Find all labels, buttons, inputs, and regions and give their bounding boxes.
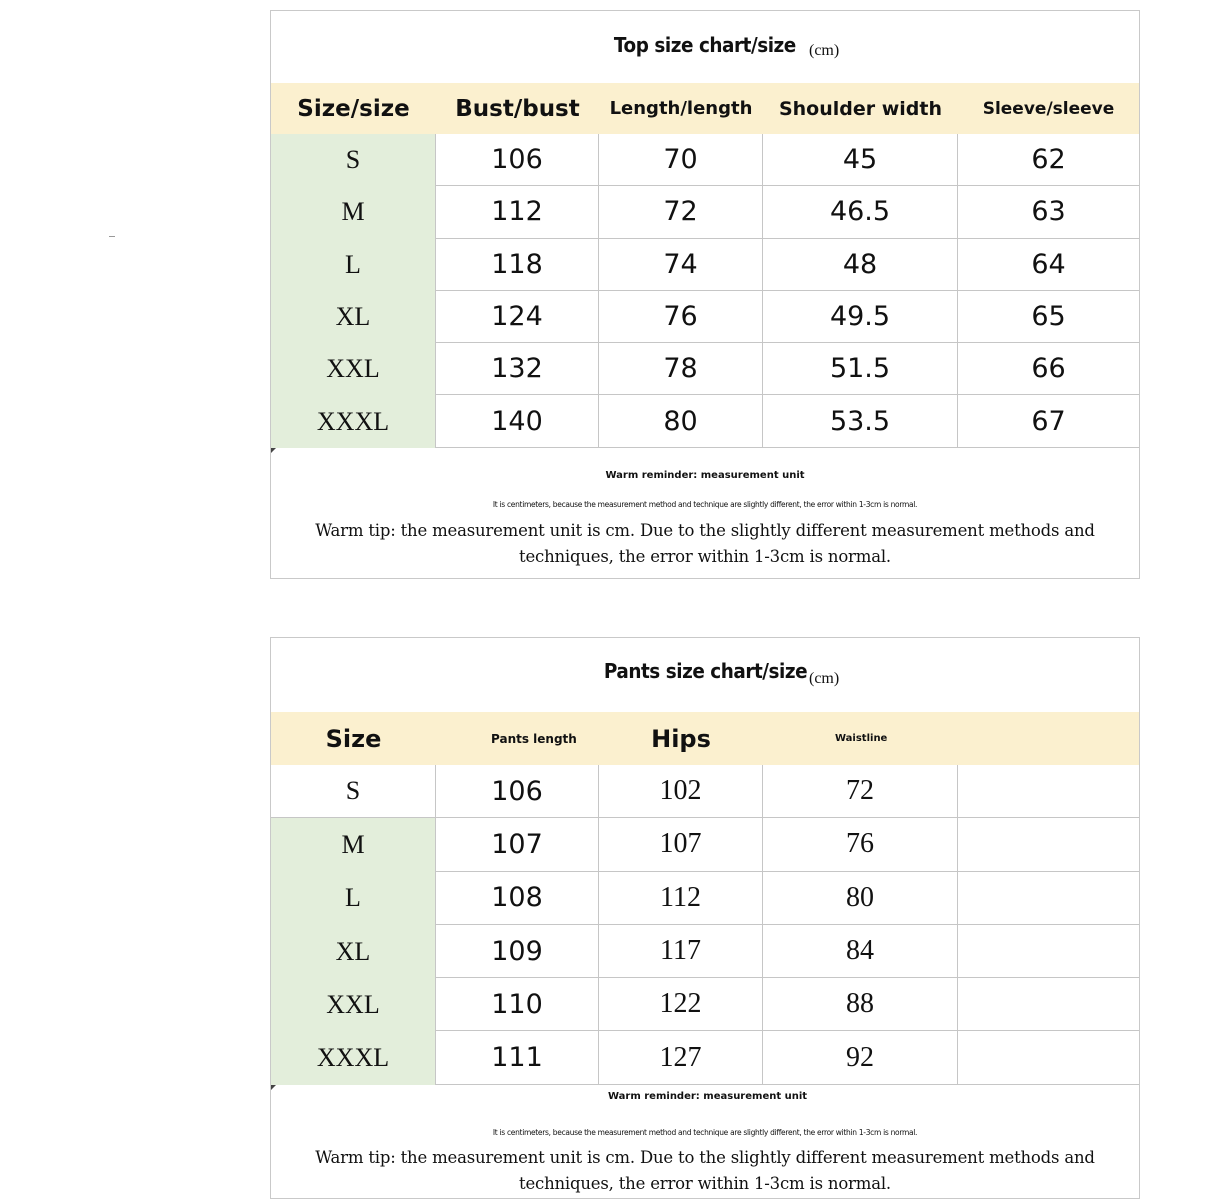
size-cell: XL <box>271 291 436 343</box>
size-cell: M <box>271 818 436 871</box>
bust-cell: 112 <box>436 186 599 238</box>
length-cell: 72 <box>599 186 763 238</box>
top-chart-header-row <box>271 83 1139 134</box>
header-size: Size/size <box>297 95 410 122</box>
corner-mark <box>271 1085 276 1090</box>
table-row <box>271 134 1139 186</box>
waistline-cell: 84 <box>763 925 958 978</box>
shoulder-cell: 45 <box>763 134 958 186</box>
pants-size-chart <box>270 637 1140 1199</box>
table-row <box>271 239 1139 291</box>
sleeve-cell: 67 <box>958 395 1139 447</box>
hips-cell: 127 <box>599 1031 763 1084</box>
pants-length-cell: 109 <box>436 925 599 978</box>
pants-length-cell: 111 <box>436 1031 599 1084</box>
pants-length-cell: 108 <box>436 872 599 925</box>
hips-cell: 102 <box>599 765 763 818</box>
sleeve-cell: 66 <box>958 343 1139 395</box>
extra-cell <box>958 925 1139 978</box>
reminder-detail: It is centimeters, because the measurement method and technique are slightly different, the error within 1-3cm is normal. <box>492 499 918 509</box>
waistline-cell: 72 <box>763 765 958 818</box>
size-cell: XXL <box>271 343 436 395</box>
warm-reminder: Warm reminder: measurement unit <box>608 1090 808 1102</box>
shoulder-cell: 49.5 <box>763 291 958 343</box>
extra-cell <box>958 872 1139 925</box>
waistline-cell: 80 <box>763 872 958 925</box>
table-row <box>271 818 1139 871</box>
table-row <box>271 765 1139 818</box>
length-cell: 80 <box>599 395 763 447</box>
bust-cell: 140 <box>436 395 599 447</box>
waistline-cell: 76 <box>763 818 958 871</box>
extra-cell <box>958 1031 1139 1084</box>
waistline-cell: 88 <box>763 978 958 1031</box>
shoulder-cell: 51.5 <box>763 343 958 395</box>
reminder-detail: It is centimeters, because the measurement method and technique are slightly different, the error within 1-3cm is normal. <box>492 1127 918 1137</box>
pants-chart-header-row <box>271 712 1139 765</box>
pants-chart-notes <box>271 1085 1139 1200</box>
size-cell: L <box>271 872 436 925</box>
shoulder-cell: 48 <box>763 239 958 291</box>
corner-mark <box>271 448 276 453</box>
hips-cell: 117 <box>599 925 763 978</box>
table-row <box>271 925 1139 978</box>
pants-length-cell: 106 <box>436 765 599 818</box>
top-chart-title-row <box>271 11 1139 83</box>
warm-tip: Warm tip: the measurement unit is cm. Due to the slightly different measurement methods and techniques, the error within 1-3cm is normal. <box>315 520 1095 566</box>
warm-tip: Warm tip: the measurement unit is cm. Due to the slightly different measurement methods and techniques, the error within 1-3cm is normal. <box>315 1147 1095 1193</box>
bust-cell: 132 <box>436 343 599 395</box>
length-cell: 74 <box>599 239 763 291</box>
waistline-cell: 92 <box>763 1031 958 1084</box>
table-row <box>271 291 1139 343</box>
size-cell: S <box>271 134 436 186</box>
top-chart-notes <box>271 448 1139 579</box>
size-cell: XXXL <box>271 395 436 447</box>
top-chart-unit: (cm) <box>809 42 840 59</box>
sleeve-cell: 63 <box>958 186 1139 238</box>
sleeve-cell: 64 <box>958 239 1139 291</box>
shoulder-cell: 53.5 <box>763 395 958 447</box>
header-size: Size <box>325 724 382 753</box>
pants-chart-title: Pants size chart/size <box>603 659 807 683</box>
sleeve-cell: 62 <box>958 134 1139 186</box>
table-row <box>271 395 1139 447</box>
header-shoulder-width: Shoulder width <box>778 97 943 120</box>
top-size-chart <box>270 10 1140 579</box>
size-cell: XL <box>271 925 436 978</box>
pants-length-cell: 107 <box>436 818 599 871</box>
stray-mark <box>109 236 115 237</box>
extra-cell <box>958 978 1139 1031</box>
extra-cell <box>958 818 1139 871</box>
size-cell: L <box>271 239 436 291</box>
length-cell: 76 <box>599 291 763 343</box>
length-cell: 70 <box>599 134 763 186</box>
size-cell: XXL <box>271 978 436 1031</box>
pants-chart-unit: (cm) <box>809 670 840 687</box>
size-cell: XXXL <box>271 1031 436 1084</box>
pants-chart-title-row <box>271 638 1139 712</box>
header-hips: Hips <box>651 724 711 753</box>
header-waistline: Waistline <box>835 733 888 744</box>
shoulder-cell: 46.5 <box>763 186 958 238</box>
table-row <box>271 186 1139 238</box>
warm-reminder: Warm reminder: measurement unit <box>605 469 805 481</box>
bust-cell: 118 <box>436 239 599 291</box>
hips-cell: 112 <box>599 872 763 925</box>
pants-length-cell: 110 <box>436 978 599 1031</box>
size-cell: M <box>271 186 436 238</box>
hips-cell: 107 <box>599 818 763 871</box>
table-row <box>271 872 1139 925</box>
header-length: Length/length <box>609 98 753 119</box>
header-sleeve: Sleeve/sleeve <box>982 98 1115 119</box>
header-bust: Bust/bust <box>455 95 580 122</box>
bust-cell: 106 <box>436 134 599 186</box>
table-row <box>271 343 1139 395</box>
sleeve-cell: 65 <box>958 291 1139 343</box>
extra-cell <box>958 765 1139 818</box>
bust-cell: 124 <box>436 291 599 343</box>
hips-cell: 122 <box>599 978 763 1031</box>
header-pants-length: Pants length <box>491 731 577 746</box>
table-row <box>271 1031 1139 1084</box>
size-cell: S <box>271 765 436 818</box>
table-row <box>271 978 1139 1031</box>
length-cell: 78 <box>599 343 763 395</box>
top-chart-title: Top size chart/size <box>614 33 796 57</box>
